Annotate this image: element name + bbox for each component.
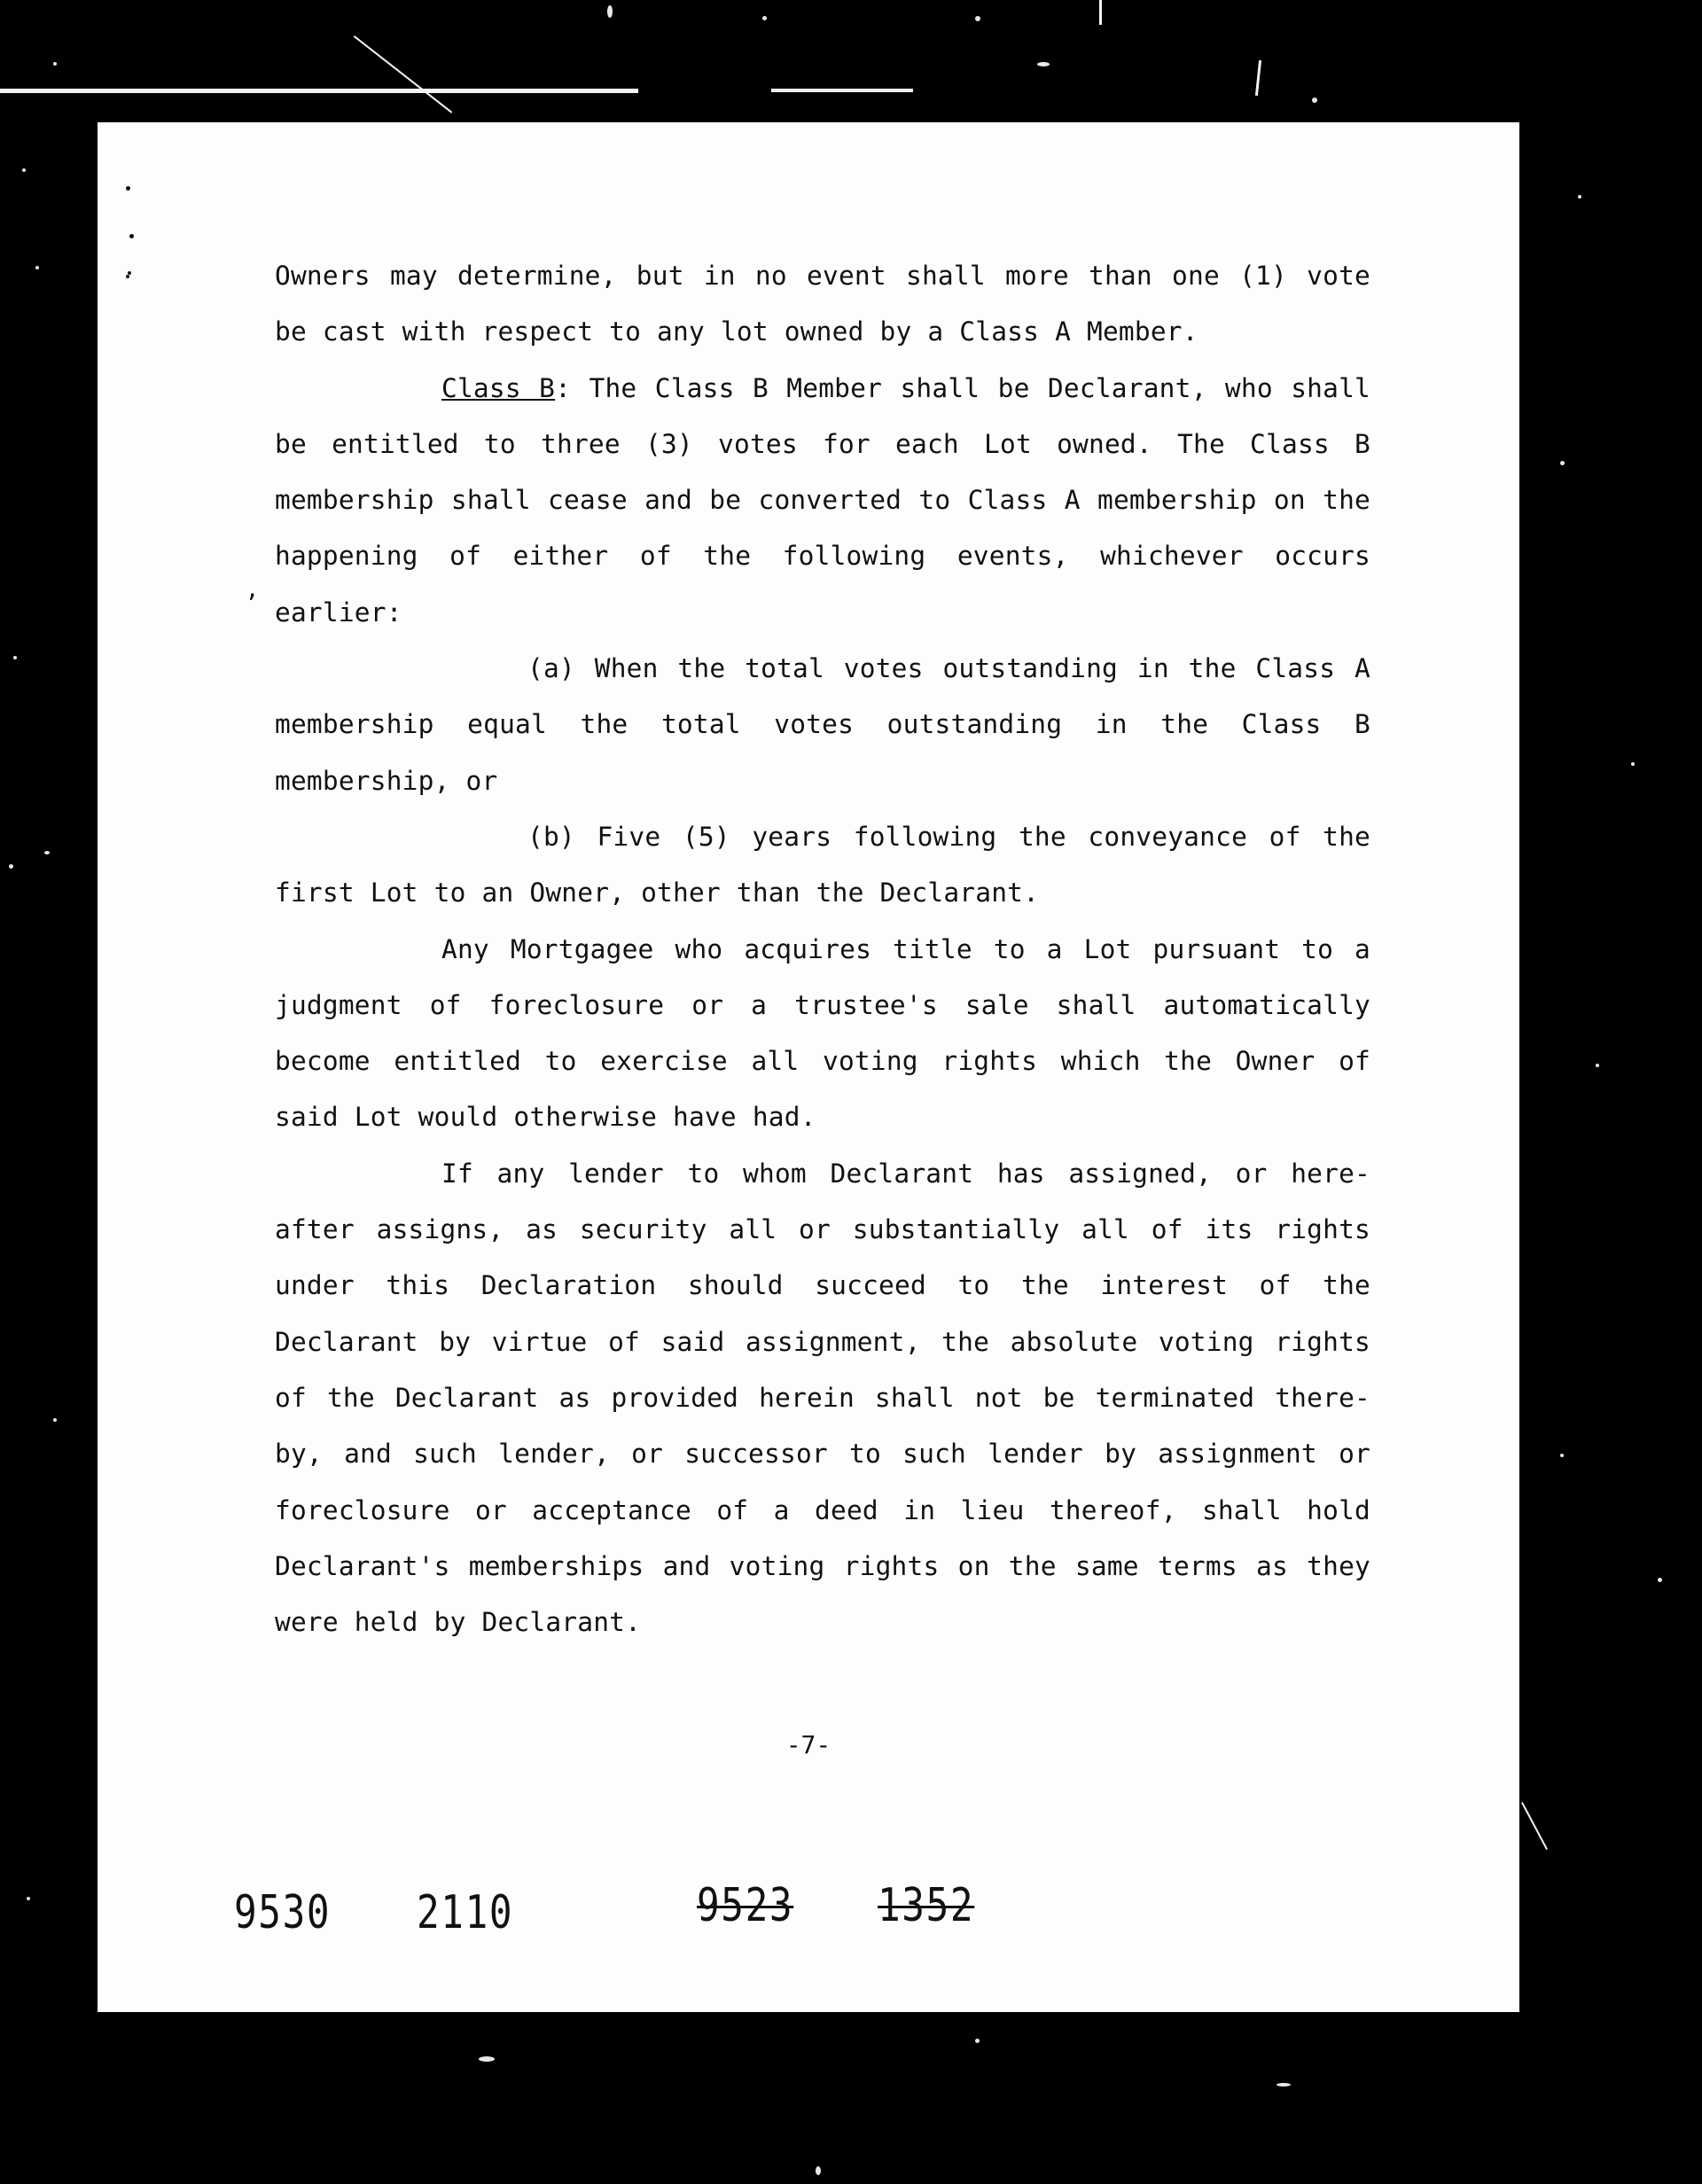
scan-edge-line [0, 89, 638, 93]
class-b-text: : The Class B Member shall be Declarant, who shall be entitled to three (3) votes for each Lot owned. The Class B membership shall cease and be converted to Class A membership on the happening of either of the following events, whichever occurs earlier: [275, 372, 1370, 628]
scan-speck [975, 16, 980, 21]
scan-speck [53, 1418, 57, 1422]
scan-edge-line [1255, 60, 1261, 96]
body-text [275, 248, 1370, 1650]
paragraph-lender: If any lender to whom Declarant has assigned, or here-after assigns, as security all or substantially all of its rights under this Declaration should succeed to the interest of the Declarant by virtue of said assignment, the absolute voting rights of the Declarant as provided herein shall not be terminated there-by, and such lender, or successor to such lender by assignment or foreclosure or acceptance of a deed in lieu thereof, shall hold Declarant's memberships and voting rights on the same terms as they were held by Declarant. [275, 1158, 1370, 1638]
recording-page-number: 2110 [417, 1886, 514, 1939]
subitem-a: (a) When the total votes outstanding in the Class A membership equal the total votes outstanding in the Class B membership, or [275, 653, 1370, 796]
scan-speck [44, 851, 50, 854]
struck-book-number: 9523 [697, 1879, 794, 1932]
scan-speck [1658, 1578, 1662, 1582]
scan-speck [1631, 762, 1635, 766]
page-number: -7- [785, 1730, 831, 1759]
scan-speck [975, 2039, 980, 2043]
scan-edge-line [1521, 1802, 1548, 1850]
paragraph-class-b [275, 361, 1370, 641]
scan-speck [27, 1897, 30, 1900]
class-b-heading: Class B [441, 372, 556, 403]
scan-speck [22, 168, 26, 172]
paragraph-continuation: Owners may determine, but in no event shall more than one (1) vote be cast with respect to any lot owned by a Class A Member. [275, 261, 1370, 347]
margin-mark: ’ [245, 590, 259, 617]
document-page [98, 122, 1519, 2012]
paragraph-mortgagee: Any Mortgagee who acquires title to a Lot pursuant to a judgment of foreclosure or a trustee's sale shall automatically become entitled to exercise all voting rights which the Owner of said Lot would otherwise have had. [275, 933, 1370, 1133]
scan-speck [1560, 461, 1565, 465]
scan-speck [479, 2056, 495, 2062]
scan-speck [1276, 2083, 1291, 2086]
scan-edge-line [354, 35, 453, 113]
page-speck [126, 186, 130, 191]
scan-speck [607, 5, 613, 18]
page-speck [129, 234, 134, 238]
scan-edge-line [1099, 0, 1102, 25]
recording-book-number: 9530 [234, 1886, 332, 1939]
scan-speck [1312, 98, 1317, 103]
scan-speck [816, 2166, 821, 2175]
scan-speck [9, 864, 13, 869]
scan-speck [53, 62, 57, 66]
scan-edge-line [771, 89, 913, 92]
scan-speck [1560, 1454, 1564, 1457]
subitem-b: (b) Five (5) years following the conveyance of the first Lot to an Owner, other than the Declarant. [275, 821, 1370, 909]
struck-page-number: 1352 [878, 1879, 975, 1932]
scan-speck [1037, 62, 1050, 66]
scan-speck [1596, 1064, 1599, 1067]
scan-speck [13, 656, 17, 659]
scan-speck [1578, 195, 1581, 199]
scan-speck [35, 266, 39, 269]
scan-speck [762, 16, 767, 20]
page-speck [126, 275, 129, 278]
